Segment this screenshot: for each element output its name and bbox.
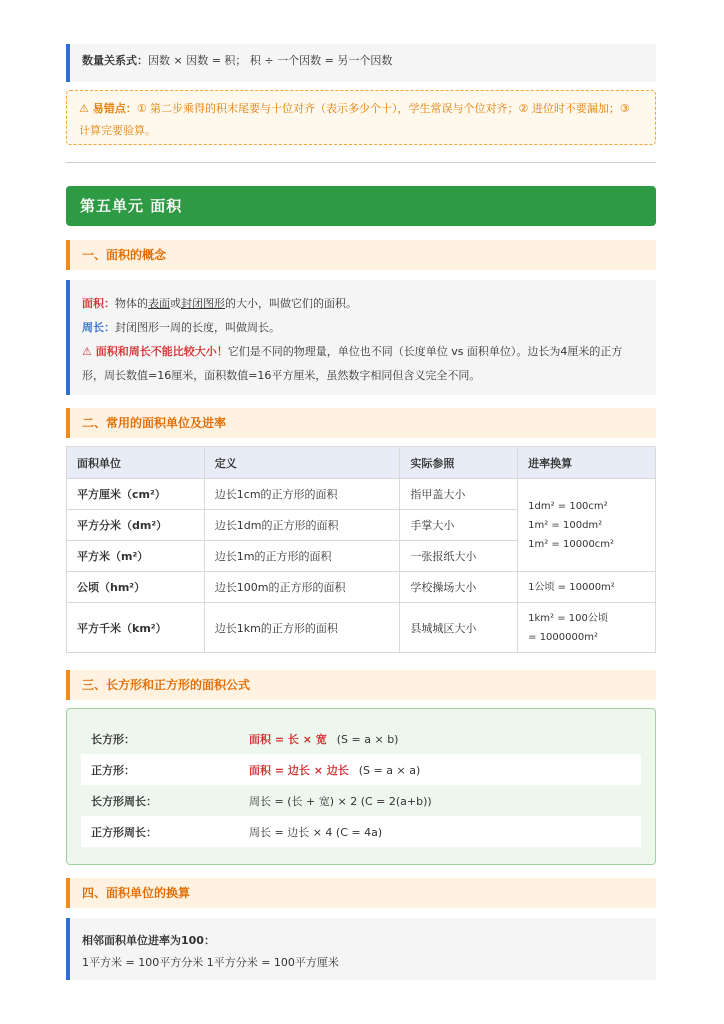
table-header-row bbox=[67, 447, 656, 479]
formula-value bbox=[249, 731, 398, 747]
area-label: 面积： bbox=[82, 297, 115, 310]
conversion-cell bbox=[518, 603, 656, 653]
conversion-text: 1平方米 = 100平方分米 1平方分米 = 100平方厘米 bbox=[82, 956, 339, 969]
formula-main: 面积 = 长 × 宽 bbox=[249, 732, 327, 746]
area-definition bbox=[82, 292, 644, 316]
section-divider bbox=[66, 162, 656, 163]
reference-cell: 手掌大小 bbox=[400, 510, 518, 541]
formula-row bbox=[81, 816, 641, 847]
formula-note: 周长 = 边长 × 4 (C = 4a) bbox=[249, 825, 383, 839]
concept-box bbox=[66, 280, 656, 395]
definition-cell: 边长1m的正方形的面积 bbox=[204, 541, 400, 572]
conversion-line: 1m² = 10000cm² bbox=[528, 538, 615, 550]
reference-cell: 学校操场大小 bbox=[400, 572, 518, 603]
formula-row bbox=[81, 785, 641, 816]
formula-label: 长方形： bbox=[91, 732, 135, 746]
definition-cell: 边长1km的正方形的面积 bbox=[204, 603, 400, 653]
area-perimeter-warning-label: ⚠ 面积和周长不能比较大小！ bbox=[82, 345, 228, 358]
formula-row bbox=[81, 723, 641, 754]
error-prone-box bbox=[66, 90, 656, 145]
area-term-closed-shape: 封闭图形 bbox=[181, 297, 225, 310]
conversion-line: 1km² = 100公顷 bbox=[528, 612, 608, 624]
formula-row bbox=[81, 754, 641, 785]
area-units-table bbox=[66, 446, 656, 653]
unit-cell: 平方厘米（cm²） bbox=[67, 479, 205, 510]
conversion-label: 相邻面积单位进率为100： bbox=[82, 934, 215, 947]
table-header: 定义 bbox=[204, 447, 400, 479]
conversion-line: = 1000000m² bbox=[528, 631, 598, 643]
conversion-line: 1dm² = 100cm² bbox=[528, 500, 608, 512]
relation-label: 数量关系式： bbox=[82, 54, 148, 67]
conversion-line: 1m² = 100dm² bbox=[528, 519, 603, 531]
warning-label: ⚠ 易错点： bbox=[79, 102, 137, 115]
area-perimeter-warning bbox=[82, 340, 644, 388]
reference-cell: 一张报纸大小 bbox=[400, 541, 518, 572]
perimeter-definition bbox=[82, 316, 644, 340]
merged-conversion-cell bbox=[518, 479, 656, 572]
conversion-box bbox=[66, 918, 656, 980]
warning-text: ① 第二步乘得的积末尾要与十位对齐（表示多少个十），学生常误与个位对齐；② 进位时不要漏加；③ 计算完要验算。 bbox=[79, 102, 630, 137]
relation-text: 因数 × 因数 = 积； 积 ÷ 一个因数 = 另一个因数 bbox=[148, 54, 393, 67]
table-row bbox=[67, 572, 656, 603]
area-text-pre: 物体的 bbox=[115, 297, 148, 310]
table-row bbox=[67, 603, 656, 653]
area-text-post: 的大小，叫做它们的面积。 bbox=[225, 297, 357, 310]
definition-cell: 边长1dm的正方形的面积 bbox=[204, 510, 400, 541]
section-heading-formulas: 三、长方形和正方形的面积公式 bbox=[66, 670, 656, 700]
perimeter-text: 封闭图形一周的长度，叫做周长。 bbox=[115, 321, 280, 334]
definition-cell: 边长1cm的正方形的面积 bbox=[204, 479, 400, 510]
formula-value bbox=[249, 762, 420, 778]
section-heading-units: 二、常用的面积单位及进率 bbox=[66, 408, 656, 438]
formula-box bbox=[66, 708, 656, 865]
formula-label: 正方形周长： bbox=[91, 825, 157, 839]
formula-label: 正方形： bbox=[91, 763, 135, 777]
conversion-cell: 1公顷 = 10000m² bbox=[518, 572, 656, 603]
formula-main: 面积 = 边长 × 边长 bbox=[249, 763, 349, 777]
table-header: 面积单位 bbox=[67, 447, 205, 479]
table-header: 进率换算 bbox=[518, 447, 656, 479]
formula-note: (S = a × a) bbox=[358, 763, 421, 777]
area-term-surface: 表面 bbox=[148, 297, 170, 310]
perimeter-label: 周长： bbox=[82, 321, 115, 334]
area-perimeter-warning-text: 它们是不同的物理量，单位也不同（长度单位 vs 面积单位）。边长为4厘米的正方形，周长数值=16厘米，面积数值=16平方厘米，虽然数字相同但含义完全不同。 bbox=[82, 345, 623, 382]
table-row bbox=[67, 479, 656, 510]
unit-cell: 公顷（hm²） bbox=[67, 572, 205, 603]
unit-title: 第五单元 面积 bbox=[66, 186, 656, 226]
unit-cell: 平方米（m²） bbox=[67, 541, 205, 572]
formula-note: 周长 = (长 + 宽) × 2 (C = 2(a+b)) bbox=[249, 794, 432, 808]
table-header: 实际参照 bbox=[400, 447, 518, 479]
area-text-mid: 或 bbox=[170, 297, 181, 310]
reference-cell: 指甲盖大小 bbox=[400, 479, 518, 510]
section-heading-conversion: 四、面积单位的换算 bbox=[66, 878, 656, 908]
reference-cell: 县城城区大小 bbox=[400, 603, 518, 653]
quantity-relation-box bbox=[66, 44, 656, 82]
unit-cell: 平方千米（km²） bbox=[67, 603, 205, 653]
formula-label: 长方形周长： bbox=[91, 794, 157, 808]
section-heading-concept: 一、面积的概念 bbox=[66, 240, 656, 270]
formula-note: (S = a × b) bbox=[336, 732, 399, 746]
definition-cell: 边长100m的正方形的面积 bbox=[204, 572, 400, 603]
unit-cell: 平方分米（dm²） bbox=[67, 510, 205, 541]
